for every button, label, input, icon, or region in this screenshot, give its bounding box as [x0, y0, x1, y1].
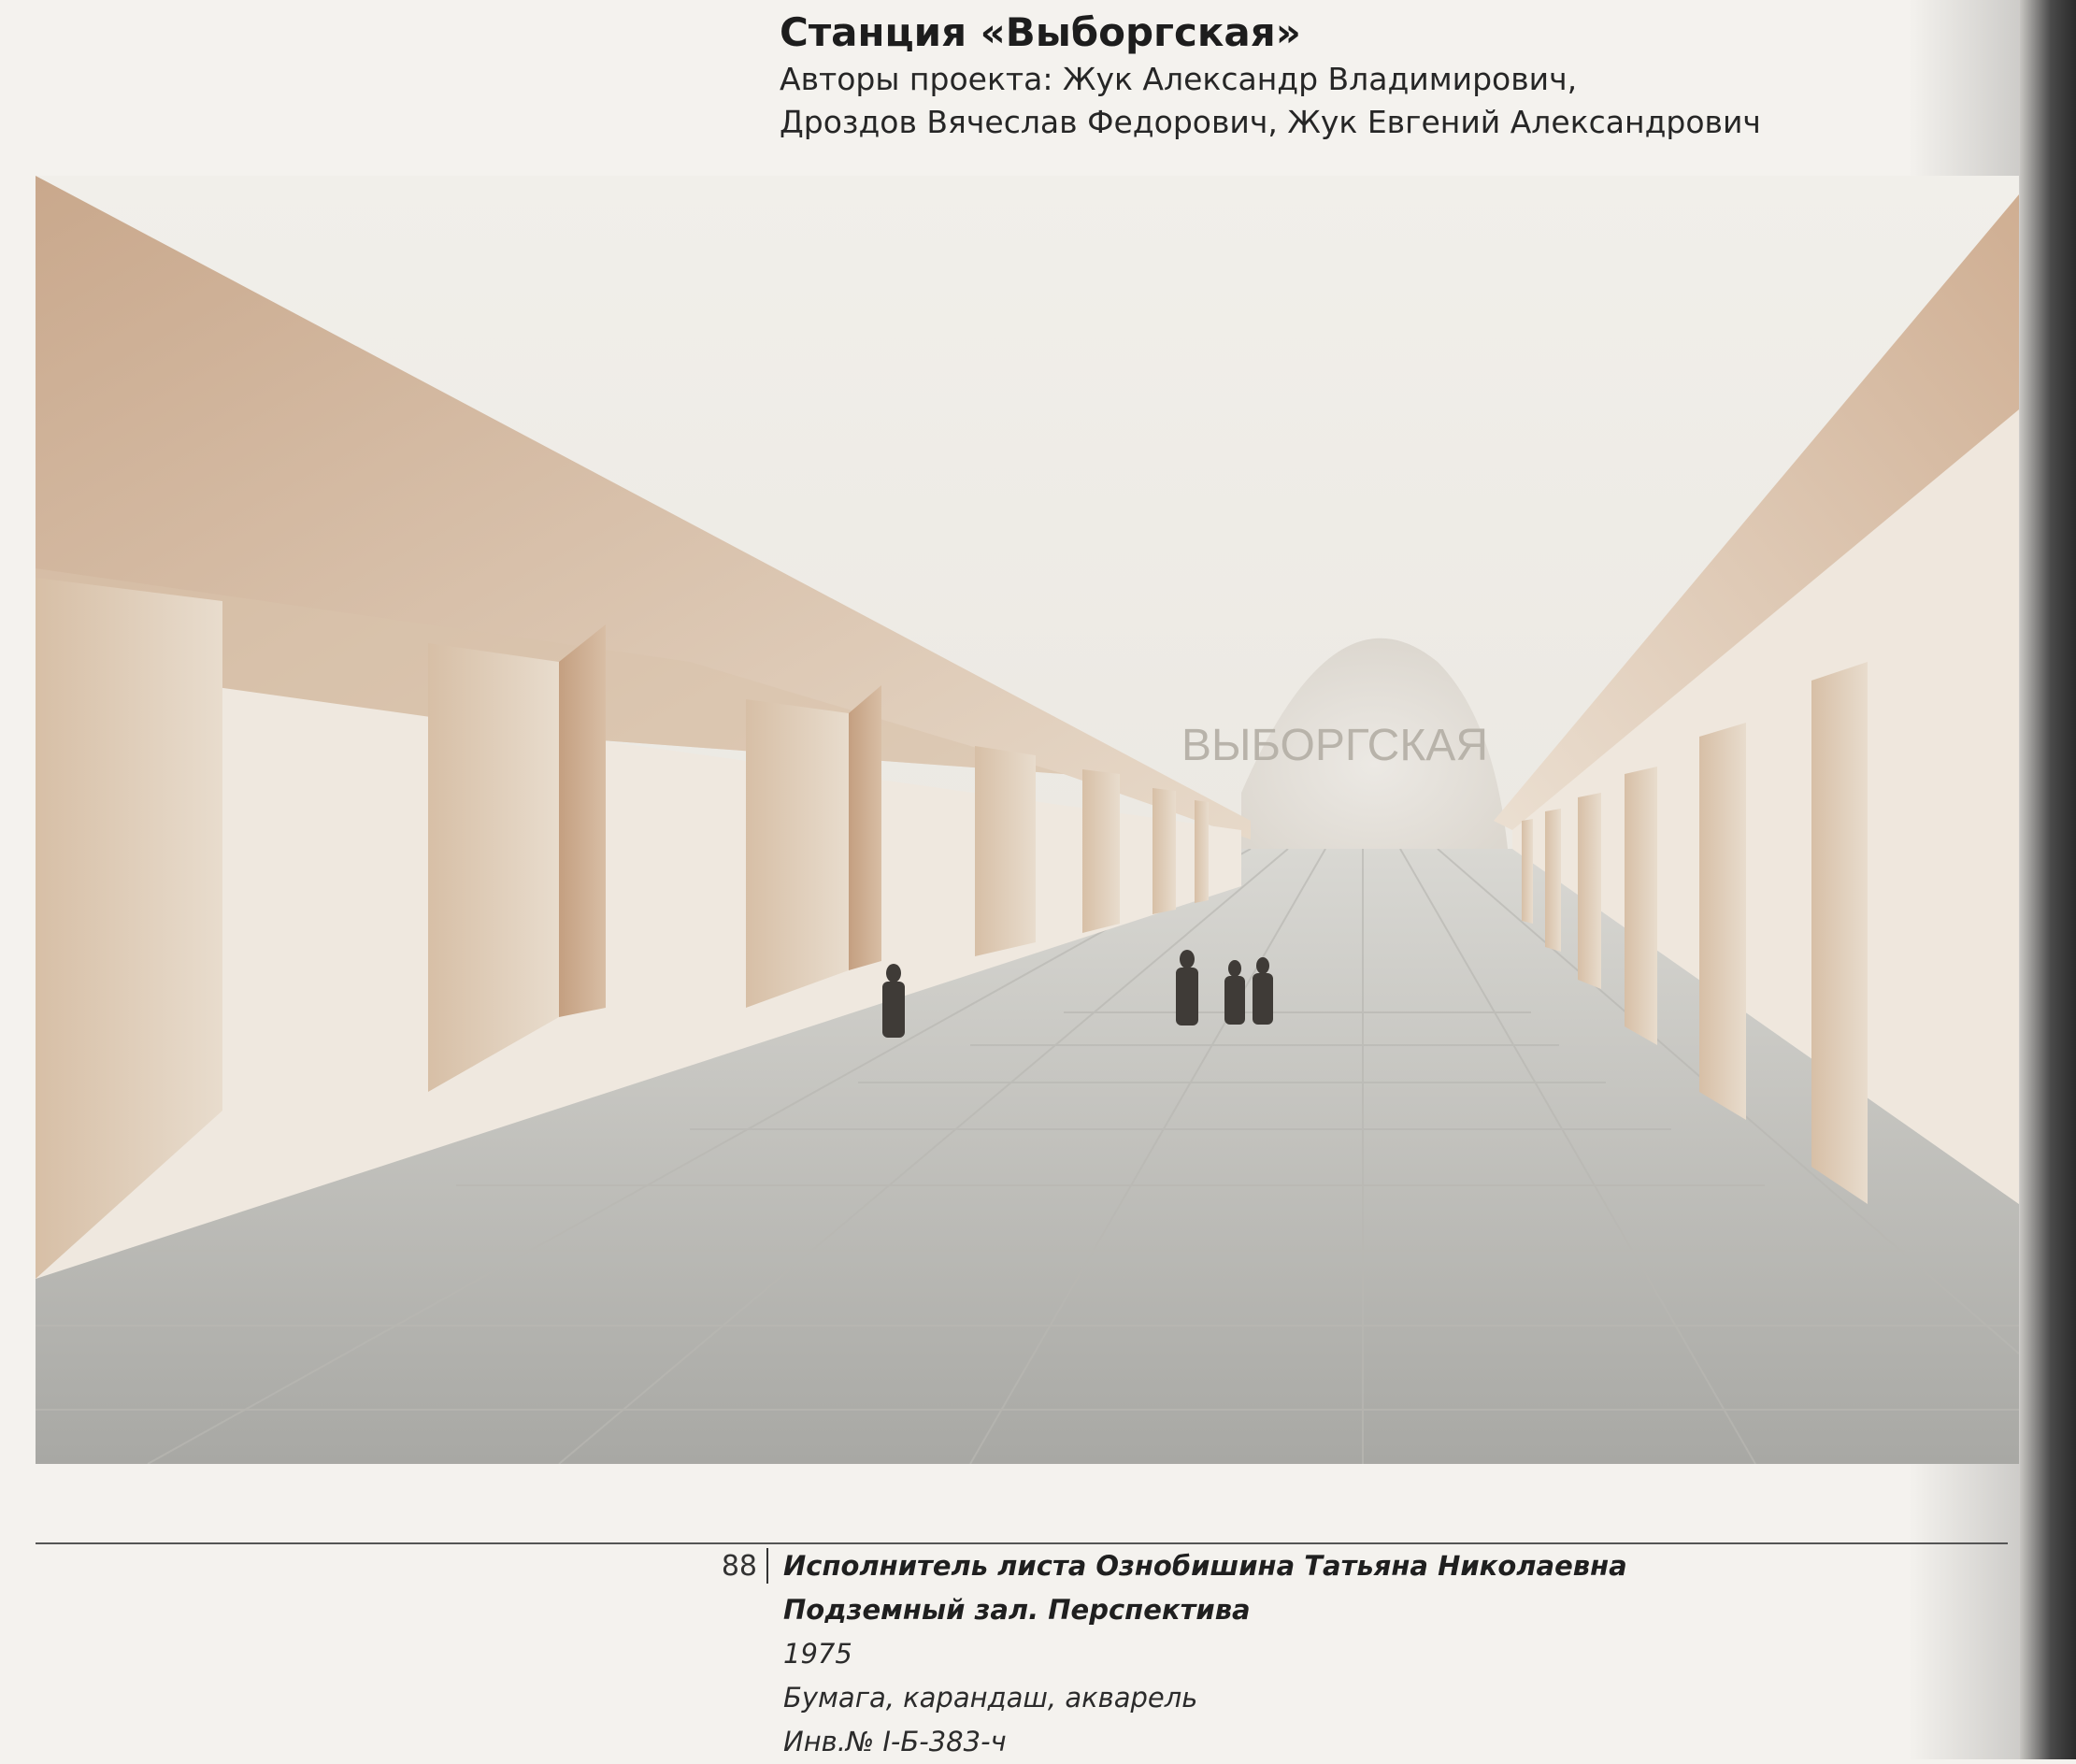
caption-inventory: Инв.№ I-Б-383-ч	[783, 1726, 1007, 1757]
page-title: Станция «Выборгская»	[780, 9, 1301, 55]
page-header	[780, 7, 1761, 144]
page-number-separator	[766, 1548, 768, 1584]
station-sign-text: ВЫБОРГСКАЯ	[1181, 721, 1488, 770]
book-spine	[2020, 0, 2076, 1759]
authors-line-2: Дроздов Вячеслав Федорович, Жук Евгений Александрович	[780, 104, 1761, 140]
caption-subject: Подземный зал. Перспектива	[783, 1594, 1251, 1626]
authors-line-1: Авторы проекта: Жук Александр Владимирович,	[780, 61, 1578, 97]
caption-executor: Исполнитель листа Ознобишина Татьяна Николаевна	[783, 1550, 1627, 1582]
caption-medium: Бумага, карандаш, акварель	[783, 1682, 1198, 1714]
caption-year: 1975	[783, 1638, 852, 1670]
page-number: 88	[721, 1550, 757, 1583]
illustration-caption	[783, 1544, 1627, 1764]
station-perspective-drawing	[36, 176, 2019, 1464]
